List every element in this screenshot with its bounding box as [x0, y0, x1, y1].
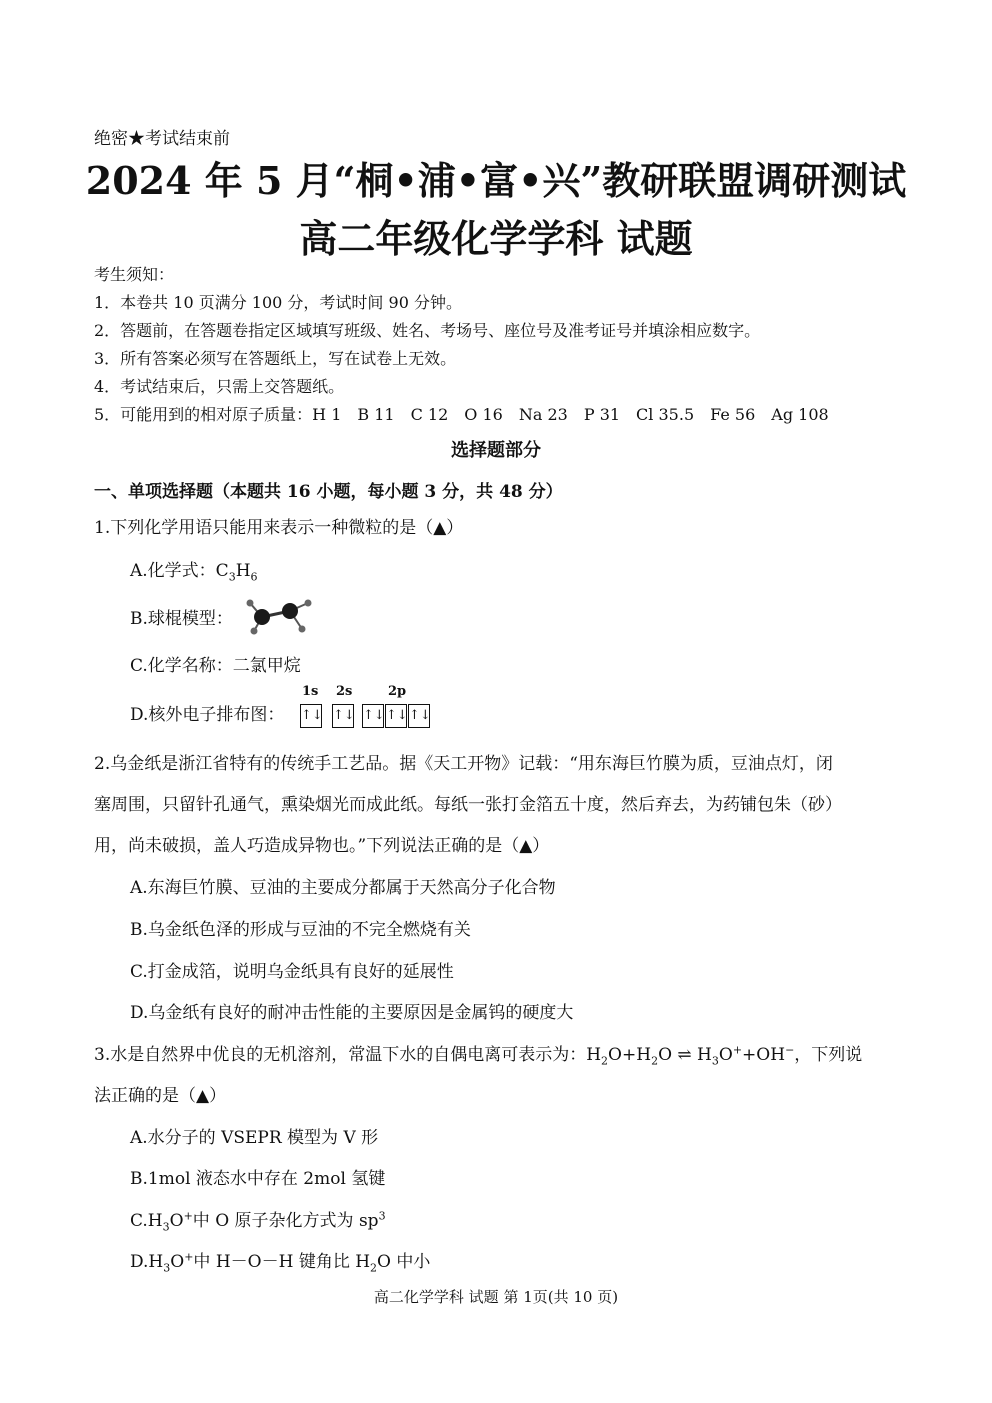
- confidential-label: 绝密★考试结束前: [94, 129, 230, 149]
- question-2-option-d: D.乌金纸有良好的耐冲击性能的主要原因是金属钨的硬度大: [130, 1003, 574, 1023]
- orbital-box: ↑↓: [408, 704, 430, 728]
- notice-item: 5．可能用到的相对原子质量：H 1 B 11 C 12 O 16 Na 23 P 31 Cl 35.5 Fe 56 Ag 108: [94, 405, 829, 424]
- question-2-option-a: A.东海巨竹膜、豆油的主要成分都属于天然高分子化合物: [130, 878, 556, 898]
- question-3-option-a: A.水分子的 VSEPR 模型为 V 形: [130, 1128, 379, 1148]
- question-3-option-c: $C.H_3O^+$中 O 原子杂化方式为 $sp^3$: [130, 1209, 386, 1234]
- part-title: 一、单项选择题（本题共 16 小题，每小题 3 分，共 48 分）: [94, 482, 563, 502]
- orbital-label-2s: 2s: [336, 684, 353, 699]
- question-3-option-b: B.1mol 液态水中存在 2mol 氢键: [130, 1169, 386, 1189]
- question-3-stem: 法正确的是（▲）: [94, 1086, 227, 1106]
- question-1-option-a: A.化学式：$C_3H_6$: [130, 561, 258, 584]
- orbital-box: ↑↓: [385, 704, 407, 728]
- orbital-box: ↑↓: [300, 704, 322, 728]
- page-footer: 高二化学学科 试题 第 1页(共 10 页): [373, 1288, 619, 1306]
- notice-item: 2．答题前，在答题卷指定区域填写班级、姓名、考场号、座位号及准考证号并填涂相应数字。: [94, 321, 761, 340]
- question-1-option-c: C.化学名称：二氯甲烷: [130, 656, 301, 676]
- notice-item: 4．考试结束后，只需上交答题纸。: [94, 377, 345, 396]
- question-2-stem: 2.乌金纸是浙江省特有的传统手工艺品。据《天工开物》记载：“用东海巨竹膜为质，豆油点灯，闭: [94, 754, 833, 774]
- orbital-box: ↑↓: [332, 704, 354, 728]
- orbital-box: ↑↓: [362, 704, 384, 728]
- question-2-stem: 用，尚未破损，盖人巧造成异物也。”下列说法正确的是（▲）: [94, 836, 550, 856]
- question-1-option-d: D.核外电子排布图：: [130, 705, 285, 725]
- question-3-option-d: $D.H_3O^+$中 H－O－H 键角比 $H_2O$ 中小: [130, 1250, 431, 1275]
- question-2-stem: 塞周围，只留针孔通气，熏染烟光而成此纸。每纸一张打金箔五十度，然后弃去，为药铺包朱（砂）: [94, 795, 842, 815]
- notice-heading: 考生须知：: [94, 265, 175, 284]
- section-title: 选择题部分: [451, 440, 541, 461]
- question-3-stem: 3.水是自然界中优良的无机溶剂，常温下水的自偶电离可表示为：$H_2O+H_2O$ ⇌ $H_3O^++OH^-$，下列说: [94, 1043, 863, 1068]
- question-2-option-b: B.乌金纸色泽的形成与豆油的不完全燃烧有关: [130, 920, 471, 940]
- exam-title: 2024 年 5 月“桐•浦•富•兴”教研联盟调研测试: [85, 158, 907, 203]
- notice-item: 1．本卷共 10 页满分 100 分，考试时间 90 分钟。: [94, 293, 462, 312]
- orbital-label-1s: 1s: [302, 684, 319, 699]
- orbital-label-2p: 2p: [388, 684, 407, 699]
- question-1-option-b: B.球棍模型：: [130, 609, 233, 629]
- question-1-stem: 1.下列化学用语只能用来表示一种微粒的是（▲）: [94, 518, 464, 538]
- notice-item: 3．所有答案必须写在答题纸上，写在试卷上无效。: [94, 349, 457, 368]
- exam-subtitle: 高二年级化学学科 试题: [299, 216, 693, 261]
- question-2-option-c: C.打金成箔，说明乌金纸具有良好的延展性: [130, 962, 454, 982]
- ball-stick-model-icon: [244, 595, 316, 637]
